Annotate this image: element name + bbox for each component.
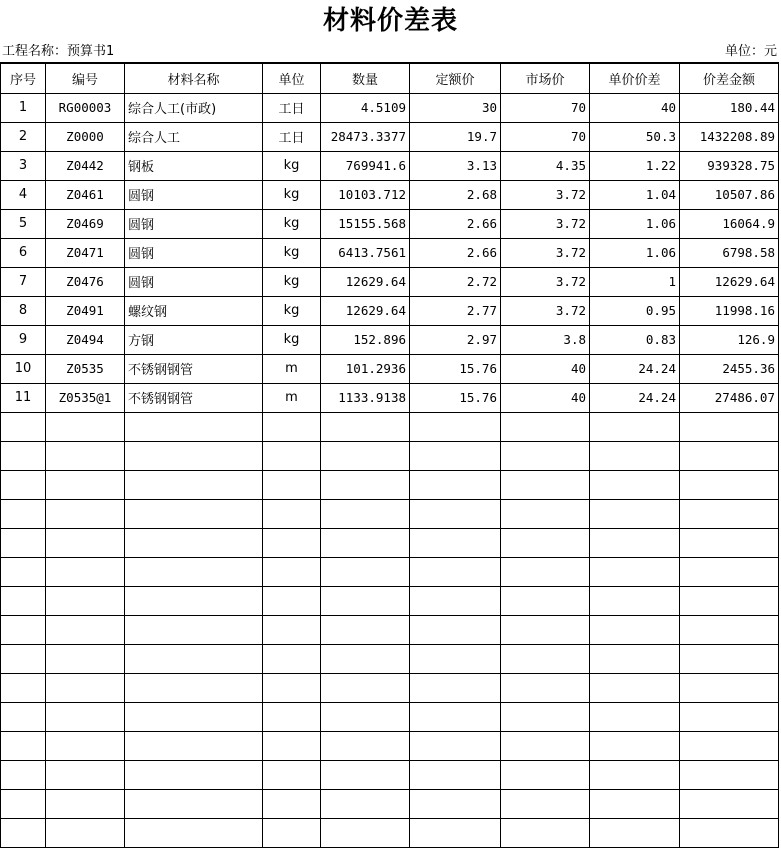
table-row <box>1 296 779 325</box>
empty-table-row <box>1 673 779 702</box>
cell-difference-amount: 2455.36 <box>680 354 779 383</box>
cell-unit-price-difference: 24.24 <box>590 383 680 412</box>
empty-cell <box>501 557 590 586</box>
empty-cell <box>46 789 125 818</box>
empty-cell <box>46 702 125 731</box>
empty-table-row <box>1 499 779 528</box>
empty-cell <box>590 789 680 818</box>
empty-cell <box>680 499 779 528</box>
cell-market-price: 3.72 <box>501 209 590 238</box>
cell-difference-amount: 126.9 <box>680 325 779 354</box>
empty-cell <box>263 644 321 673</box>
cell-quota-price: 2.97 <box>410 325 501 354</box>
empty-cell <box>321 789 410 818</box>
empty-table-row <box>1 760 779 789</box>
empty-cell <box>680 441 779 470</box>
cell-code: Z0491 <box>46 296 125 325</box>
table-row <box>1 209 779 238</box>
empty-cell <box>321 673 410 702</box>
empty-cell <box>263 586 321 615</box>
empty-cell <box>125 499 263 528</box>
cell-index: 7 <box>1 267 46 296</box>
cell-quota-price: 2.66 <box>410 209 501 238</box>
cell-unit: m <box>263 383 321 412</box>
cell-index: 6 <box>1 238 46 267</box>
empty-cell <box>321 644 410 673</box>
cell-quantity: 6413.7561 <box>321 238 410 267</box>
cell-quantity: 4.5109 <box>321 93 410 122</box>
empty-cell <box>46 528 125 557</box>
cell-difference-amount: 12629.64 <box>680 267 779 296</box>
empty-cell <box>410 557 501 586</box>
header-info <box>0 43 779 61</box>
empty-table-row <box>1 470 779 499</box>
empty-cell <box>410 789 501 818</box>
column-header-unit: 单位 <box>263 63 321 93</box>
cell-quantity: 152.896 <box>321 325 410 354</box>
column-header-quota-price: 定额价 <box>410 63 501 93</box>
cell-difference-amount: 939328.75 <box>680 151 779 180</box>
empty-cell <box>321 412 410 441</box>
cell-index: 1 <box>1 93 46 122</box>
project-name-label: 工程名称：预算书1 <box>2 44 115 59</box>
cell-unit: 工日 <box>263 122 321 151</box>
empty-cell <box>321 441 410 470</box>
empty-cell <box>263 702 321 731</box>
empty-cell <box>590 528 680 557</box>
empty-cell <box>410 528 501 557</box>
empty-cell <box>1 412 46 441</box>
cell-code: Z0469 <box>46 209 125 238</box>
empty-cell <box>590 441 680 470</box>
cell-code: Z0535 <box>46 354 125 383</box>
cell-quantity: 12629.64 <box>321 267 410 296</box>
cell-index: 10 <box>1 354 46 383</box>
cell-index: 11 <box>1 383 46 412</box>
empty-cell <box>321 615 410 644</box>
cell-quota-price: 15.76 <box>410 354 501 383</box>
empty-cell <box>1 818 46 847</box>
empty-cell <box>46 412 125 441</box>
table-row <box>1 325 779 354</box>
empty-table-row <box>1 731 779 760</box>
cell-quantity: 769941.6 <box>321 151 410 180</box>
cell-market-price: 3.72 <box>501 267 590 296</box>
empty-cell <box>321 470 410 499</box>
cell-material-name: 综合人工(市政) <box>125 93 263 122</box>
cell-code: Z0494 <box>46 325 125 354</box>
empty-cell <box>1 673 46 702</box>
cell-unit: kg <box>263 267 321 296</box>
cell-quantity: 12629.64 <box>321 296 410 325</box>
column-header-index: 序号 <box>1 63 46 93</box>
cell-quantity: 1133.9138 <box>321 383 410 412</box>
empty-cell <box>410 615 501 644</box>
empty-cell <box>590 760 680 789</box>
empty-cell <box>410 499 501 528</box>
table-row <box>1 180 779 209</box>
empty-cell <box>410 412 501 441</box>
empty-cell <box>590 412 680 441</box>
empty-cell <box>263 441 321 470</box>
empty-cell <box>125 760 263 789</box>
empty-cell <box>46 557 125 586</box>
empty-table-row <box>1 644 779 673</box>
empty-cell <box>1 499 46 528</box>
empty-cell <box>501 441 590 470</box>
cell-code: Z0442 <box>46 151 125 180</box>
cell-quantity: 28473.3377 <box>321 122 410 151</box>
empty-cell <box>46 615 125 644</box>
empty-cell <box>321 586 410 615</box>
empty-table-row <box>1 586 779 615</box>
empty-cell <box>46 586 125 615</box>
cell-material-name: 圆钢 <box>125 267 263 296</box>
empty-cell <box>680 673 779 702</box>
empty-cell <box>263 818 321 847</box>
empty-cell <box>263 731 321 760</box>
empty-cell <box>680 731 779 760</box>
empty-cell <box>501 818 590 847</box>
empty-cell <box>680 586 779 615</box>
empty-cell <box>590 615 680 644</box>
empty-cell <box>46 470 125 499</box>
empty-cell <box>1 586 46 615</box>
cell-code: Z0461 <box>46 180 125 209</box>
cell-unit-price-difference: 1.22 <box>590 151 680 180</box>
empty-cell <box>410 818 501 847</box>
cell-quantity: 10103.712 <box>321 180 410 209</box>
empty-cell <box>1 615 46 644</box>
empty-cell <box>590 818 680 847</box>
empty-cell <box>501 470 590 499</box>
empty-cell <box>590 586 680 615</box>
cell-quota-price: 19.7 <box>410 122 501 151</box>
empty-cell <box>46 499 125 528</box>
column-header-quantity: 数量 <box>321 63 410 93</box>
column-header-code: 编号 <box>46 63 125 93</box>
empty-cell <box>46 818 125 847</box>
empty-cell <box>321 528 410 557</box>
empty-table-row <box>1 441 779 470</box>
cell-index: 4 <box>1 180 46 209</box>
empty-cell <box>590 470 680 499</box>
empty-table-row <box>1 615 779 644</box>
empty-cell <box>263 789 321 818</box>
cell-material-name: 综合人工 <box>125 122 263 151</box>
cell-quota-price: 2.66 <box>410 238 501 267</box>
empty-cell <box>501 615 590 644</box>
cell-difference-amount: 1432208.89 <box>680 122 779 151</box>
empty-cell <box>501 412 590 441</box>
empty-cell <box>410 760 501 789</box>
empty-cell <box>501 731 590 760</box>
cell-index: 5 <box>1 209 46 238</box>
empty-cell <box>1 470 46 499</box>
cell-market-price: 40 <box>501 383 590 412</box>
cell-difference-amount: 10507.86 <box>680 180 779 209</box>
empty-cell <box>410 441 501 470</box>
cell-difference-amount: 6798.58 <box>680 238 779 267</box>
empty-cell <box>125 412 263 441</box>
empty-cell <box>680 470 779 499</box>
column-header-difference-amount: 价差金额 <box>680 63 779 93</box>
cell-index: 3 <box>1 151 46 180</box>
cell-index: 2 <box>1 122 46 151</box>
empty-cell <box>263 470 321 499</box>
empty-cell <box>501 760 590 789</box>
empty-cell <box>410 470 501 499</box>
table-header-row <box>1 63 779 93</box>
cell-unit-price-difference: 24.24 <box>590 354 680 383</box>
empty-cell <box>321 760 410 789</box>
material-price-difference-table <box>0 62 779 848</box>
cell-unit: 工日 <box>263 93 321 122</box>
cell-index: 8 <box>1 296 46 325</box>
cell-unit: m <box>263 354 321 383</box>
cell-unit: kg <box>263 151 321 180</box>
empty-cell <box>321 731 410 760</box>
currency-unit-label: 单位：元 <box>724 44 777 59</box>
empty-cell <box>501 528 590 557</box>
cell-code: Z0535@1 <box>46 383 125 412</box>
empty-cell <box>125 673 263 702</box>
cell-market-price: 70 <box>501 93 590 122</box>
cell-difference-amount: 180.44 <box>680 93 779 122</box>
cell-unit: kg <box>263 238 321 267</box>
empty-cell <box>410 731 501 760</box>
cell-code: Z0476 <box>46 267 125 296</box>
empty-cell <box>501 586 590 615</box>
cell-material-name: 圆钢 <box>125 238 263 267</box>
empty-cell <box>46 441 125 470</box>
empty-cell <box>263 673 321 702</box>
empty-cell <box>125 731 263 760</box>
cell-market-price: 3.72 <box>501 238 590 267</box>
cell-material-name: 螺纹钢 <box>125 296 263 325</box>
empty-cell <box>46 644 125 673</box>
cell-unit: kg <box>263 296 321 325</box>
empty-cell <box>590 557 680 586</box>
empty-cell <box>263 760 321 789</box>
empty-table-row <box>1 557 779 586</box>
empty-cell <box>590 702 680 731</box>
cell-unit-price-difference: 1.04 <box>590 180 680 209</box>
page-title: 材料价差表 <box>322 6 458 36</box>
cell-market-price: 4.35 <box>501 151 590 180</box>
cell-quantity: 15155.568 <box>321 209 410 238</box>
empty-cell <box>590 644 680 673</box>
empty-cell <box>680 760 779 789</box>
empty-cell <box>680 557 779 586</box>
empty-cell <box>46 731 125 760</box>
empty-cell <box>263 412 321 441</box>
empty-table-row <box>1 789 779 818</box>
empty-cell <box>1 557 46 586</box>
cell-quota-price: 15.76 <box>410 383 501 412</box>
empty-cell <box>263 528 321 557</box>
cell-unit-price-difference: 40 <box>590 93 680 122</box>
cell-quota-price: 2.68 <box>410 180 501 209</box>
cell-unit: kg <box>263 209 321 238</box>
column-header-unit-price-difference: 单价价差 <box>590 63 680 93</box>
empty-cell <box>1 789 46 818</box>
table-row <box>1 354 779 383</box>
cell-unit-price-difference: 1.06 <box>590 209 680 238</box>
empty-cell <box>680 789 779 818</box>
cell-code: RG00003 <box>46 93 125 122</box>
empty-cell <box>680 528 779 557</box>
cell-market-price: 3.72 <box>501 180 590 209</box>
empty-table-row <box>1 702 779 731</box>
empty-cell <box>410 673 501 702</box>
empty-cell <box>321 818 410 847</box>
empty-cell <box>1 644 46 673</box>
empty-cell <box>410 586 501 615</box>
empty-cell <box>590 499 680 528</box>
cell-market-price: 3.72 <box>501 296 590 325</box>
empty-cell <box>1 731 46 760</box>
cell-unit-price-difference: 50.3 <box>590 122 680 151</box>
empty-cell <box>501 789 590 818</box>
empty-cell <box>1 528 46 557</box>
empty-cell <box>46 673 125 702</box>
empty-cell <box>125 702 263 731</box>
table-row <box>1 151 779 180</box>
cell-quota-price: 2.72 <box>410 267 501 296</box>
column-header-market-price: 市场价 <box>501 63 590 93</box>
empty-cell <box>680 702 779 731</box>
cell-material-name: 方钢 <box>125 325 263 354</box>
empty-cell <box>410 702 501 731</box>
cell-quantity: 101.2936 <box>321 354 410 383</box>
cell-unit-price-difference: 1 <box>590 267 680 296</box>
empty-cell <box>680 615 779 644</box>
empty-cell <box>1 702 46 731</box>
empty-cell <box>125 441 263 470</box>
cell-quota-price: 3.13 <box>410 151 501 180</box>
cell-unit-price-difference: 0.83 <box>590 325 680 354</box>
empty-cell <box>321 499 410 528</box>
table-row <box>1 122 779 151</box>
empty-cell <box>125 528 263 557</box>
empty-cell <box>263 499 321 528</box>
empty-table-row <box>1 528 779 557</box>
empty-cell <box>321 702 410 731</box>
cell-unit: kg <box>263 325 321 354</box>
cell-market-price: 70 <box>501 122 590 151</box>
empty-cell <box>1 441 46 470</box>
empty-table-row <box>1 818 779 847</box>
empty-cell <box>501 644 590 673</box>
empty-cell <box>680 412 779 441</box>
cell-unit-price-difference: 1.06 <box>590 238 680 267</box>
empty-cell <box>125 615 263 644</box>
table-row <box>1 383 779 412</box>
cell-index: 9 <box>1 325 46 354</box>
empty-cell <box>125 789 263 818</box>
empty-cell <box>125 586 263 615</box>
cell-difference-amount: 27486.07 <box>680 383 779 412</box>
cell-code: Z0471 <box>46 238 125 267</box>
cell-unit: kg <box>263 180 321 209</box>
empty-cell <box>321 557 410 586</box>
empty-cell <box>125 818 263 847</box>
table-row <box>1 238 779 267</box>
empty-cell <box>125 644 263 673</box>
cell-quota-price: 2.77 <box>410 296 501 325</box>
cell-difference-amount: 16064.9 <box>680 209 779 238</box>
cell-material-name: 不锈钢钢管 <box>125 354 263 383</box>
empty-table-row <box>1 412 779 441</box>
cell-material-name: 不锈钢钢管 <box>125 383 263 412</box>
column-header-material-name: 材料名称 <box>125 63 263 93</box>
table-row <box>1 267 779 296</box>
empty-cell <box>263 557 321 586</box>
empty-cell <box>501 499 590 528</box>
empty-cell <box>590 731 680 760</box>
empty-cell <box>1 760 46 789</box>
cell-quota-price: 30 <box>410 93 501 122</box>
empty-cell <box>680 818 779 847</box>
empty-cell <box>680 644 779 673</box>
empty-cell <box>46 760 125 789</box>
empty-cell <box>125 557 263 586</box>
empty-cell <box>501 673 590 702</box>
cell-market-price: 40 <box>501 354 590 383</box>
empty-cell <box>590 673 680 702</box>
cell-code: Z0000 <box>46 122 125 151</box>
empty-cell <box>501 702 590 731</box>
empty-cell <box>263 615 321 644</box>
table-row <box>1 93 779 122</box>
cell-unit-price-difference: 0.95 <box>590 296 680 325</box>
cell-difference-amount: 11998.16 <box>680 296 779 325</box>
cell-material-name: 圆钢 <box>125 180 263 209</box>
empty-cell <box>410 644 501 673</box>
cell-material-name: 钢板 <box>125 151 263 180</box>
cell-market-price: 3.8 <box>501 325 590 354</box>
empty-cell <box>125 470 263 499</box>
cell-material-name: 圆钢 <box>125 209 263 238</box>
